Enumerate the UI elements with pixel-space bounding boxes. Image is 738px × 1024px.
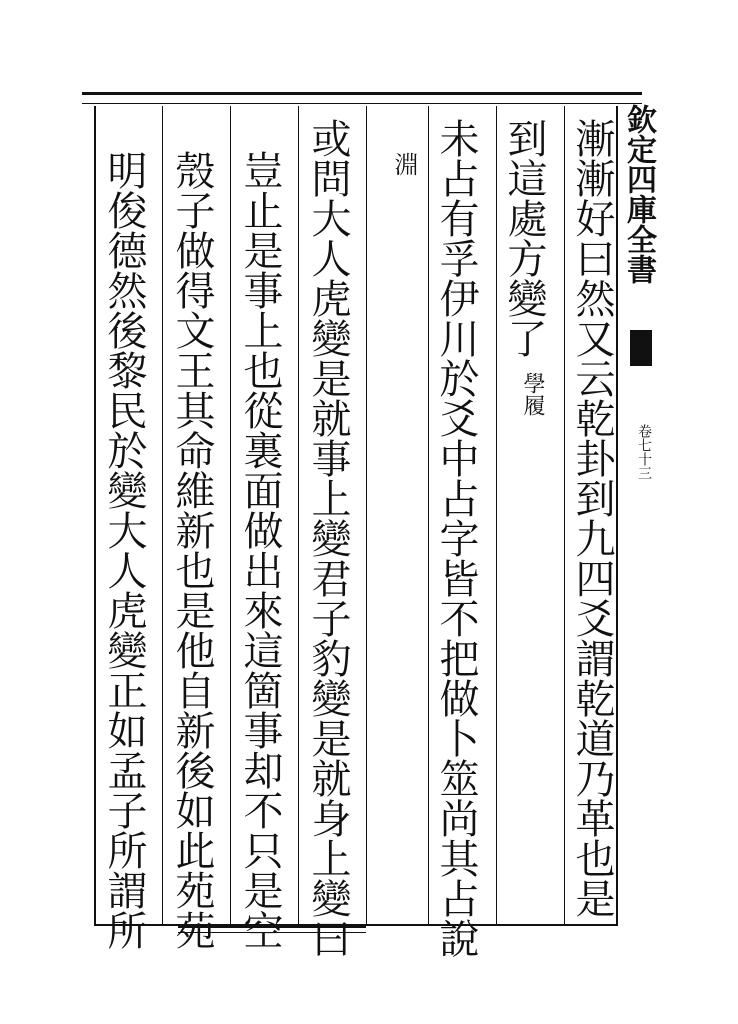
column-divider — [428, 106, 429, 924]
attribution-note: 學履 — [520, 372, 545, 416]
text-column-1: 漸漸好曰然又云乾卦到九四爻謂乾道乃革也是 — [569, 118, 615, 918]
margin-book-title: 欽定四庫全書 — [621, 104, 656, 284]
column-divider — [366, 106, 367, 924]
text-column-5: 或問大人虎變是就事上變君子豹變是就身上變曰 — [305, 118, 351, 958]
fish-tail-mark — [630, 330, 652, 366]
column-divider — [496, 106, 497, 924]
column-divider — [564, 106, 565, 924]
text-column-3: 未占有孚伊川於爻中占字皆不把做卜筮尚其占說 — [433, 118, 479, 958]
text-column-4: 淵 — [390, 152, 418, 176]
column-divider — [298, 106, 299, 924]
margin-volume-label: 卷七十三 — [636, 424, 652, 480]
text-column-8: 明俊德然後黎民於變大人虎變正如孟子所謂所 — [101, 150, 147, 950]
text-column-2: 到這處方變了 — [501, 118, 547, 358]
frame-top-rule — [82, 92, 642, 104]
text-column-6: 豈止是事上也從裏面做出來這箇事却不只是空 — [237, 150, 283, 950]
text-column-7: 殼子做得文王其命維新也是他自新後如此苑苑 — [169, 150, 215, 950]
column-divider — [230, 106, 231, 924]
column-divider — [162, 106, 163, 924]
